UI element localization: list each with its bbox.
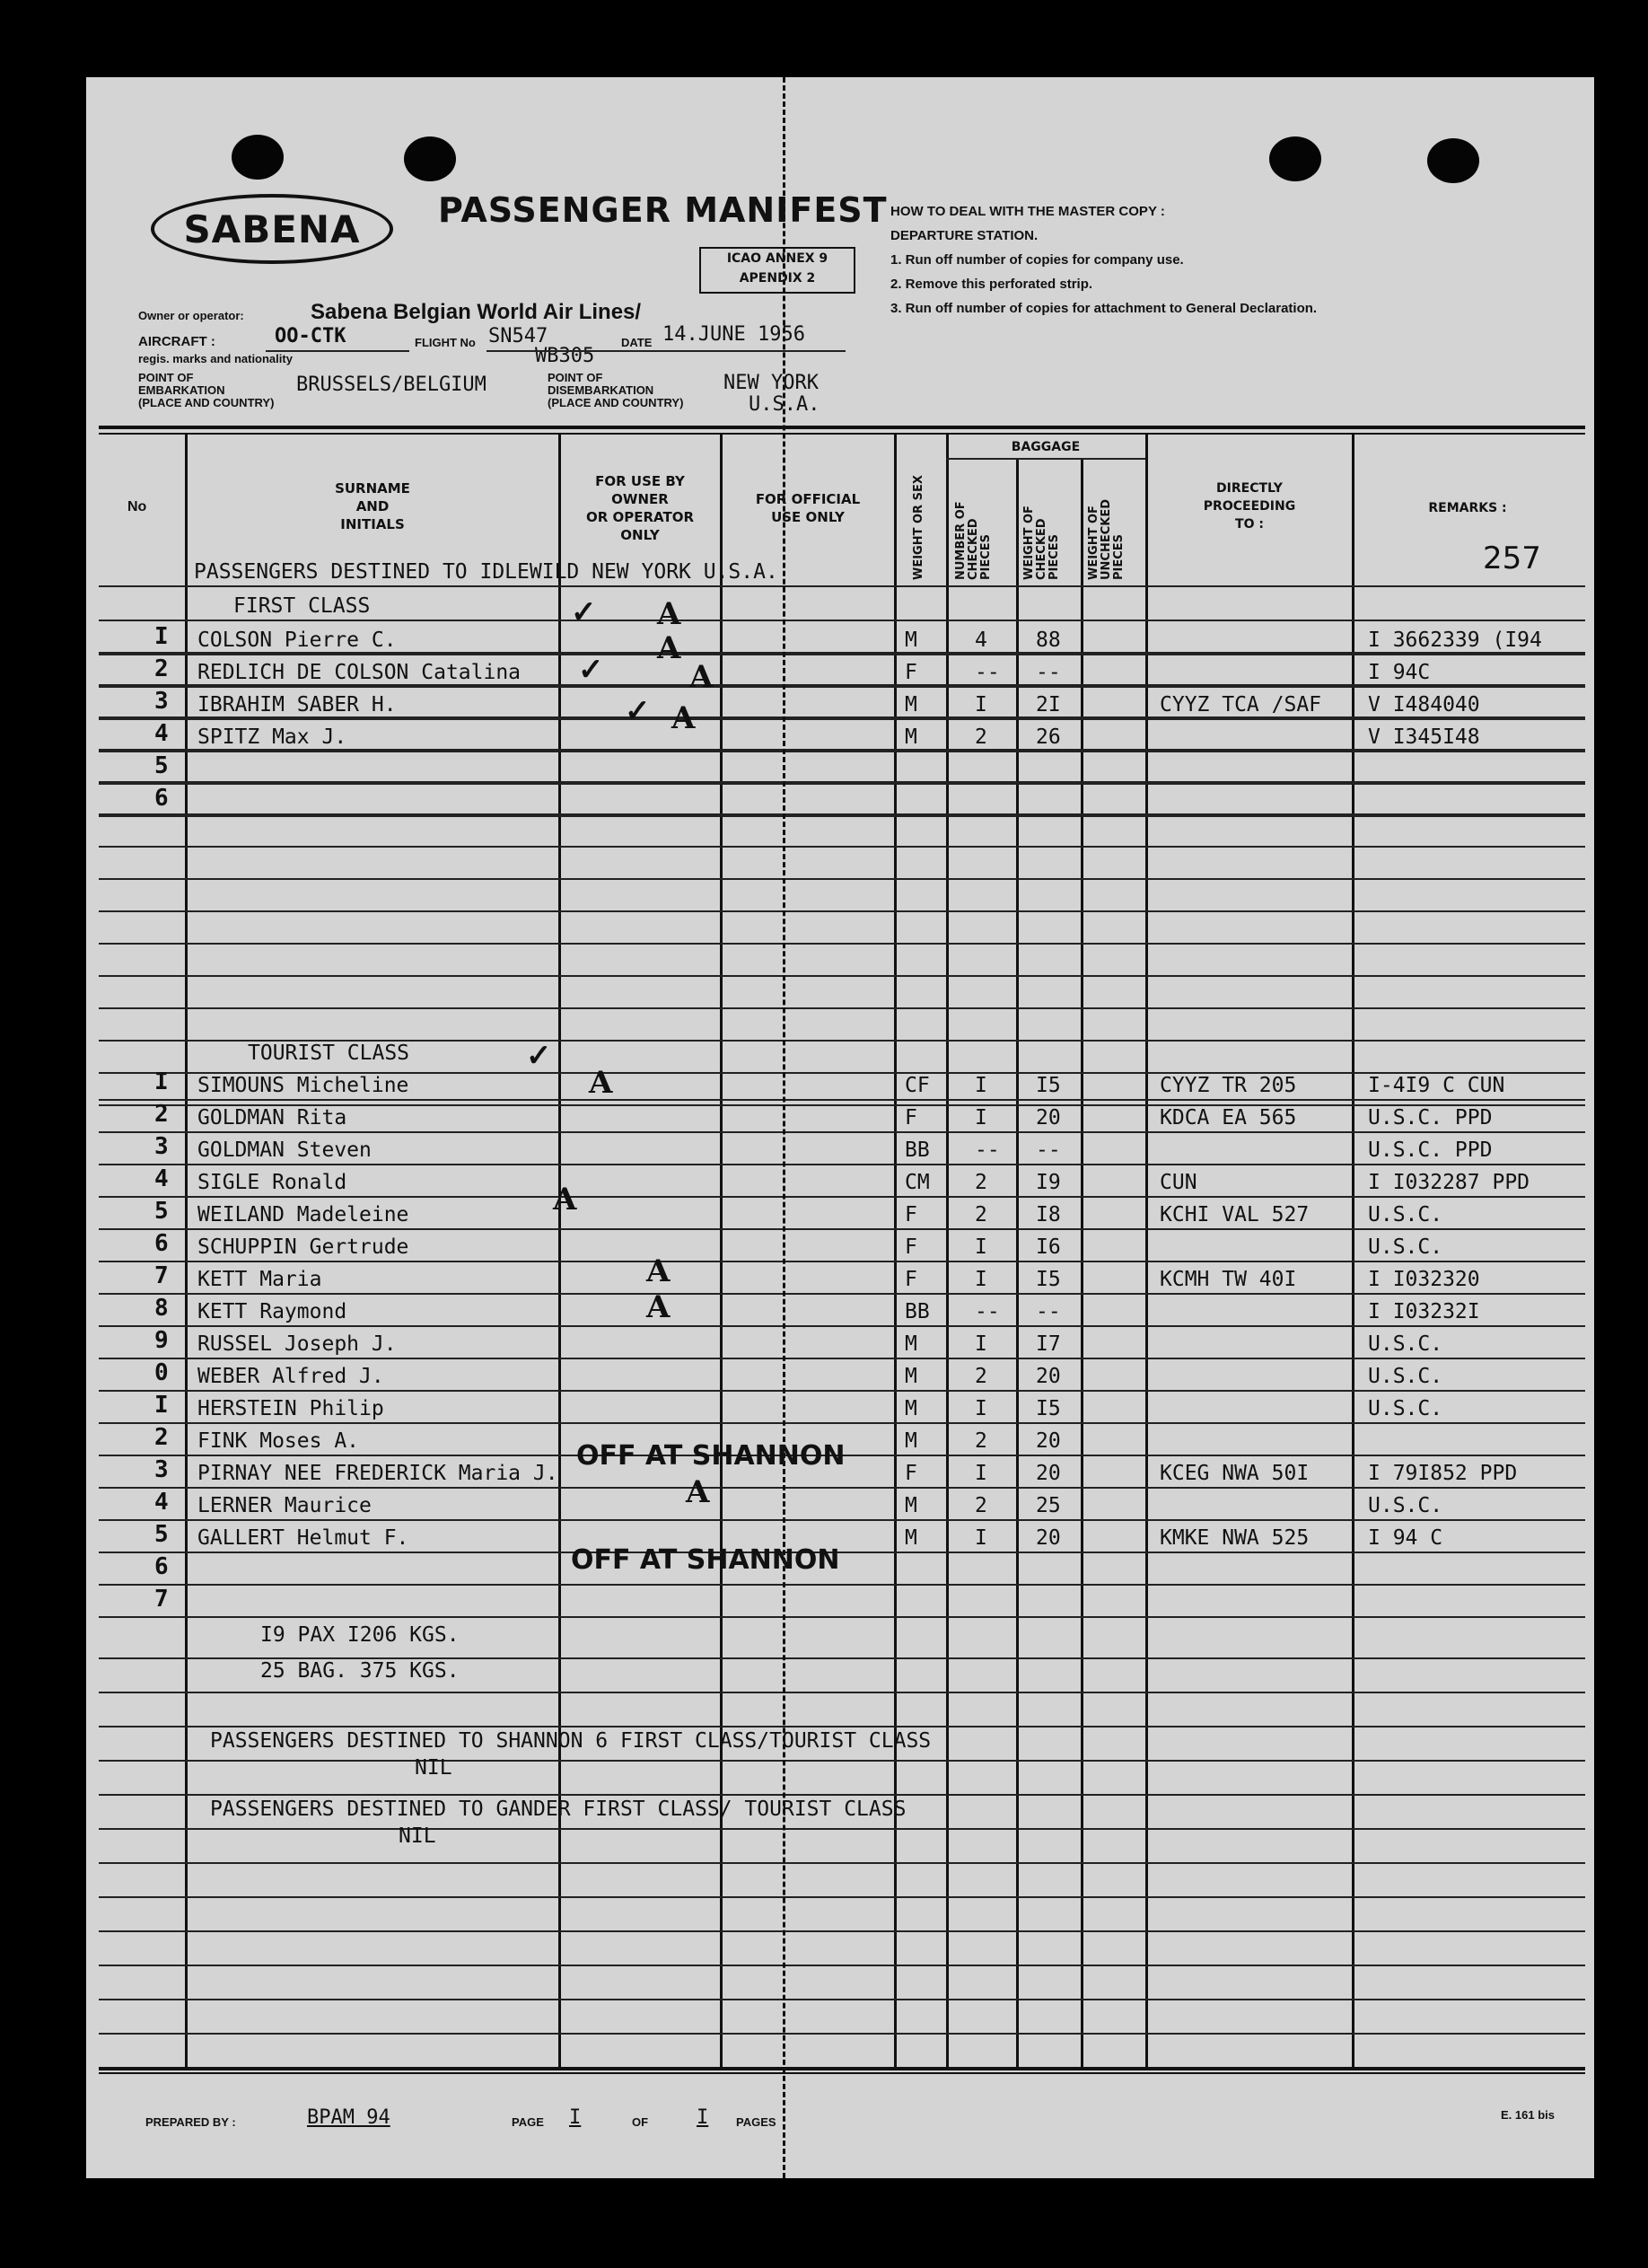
baggage-pieces: I <box>975 693 987 716</box>
page-number: 257 <box>1483 541 1541 576</box>
ruled-line <box>99 1261 1585 1262</box>
ruled-line <box>99 1726 1585 1727</box>
ruled-line <box>99 1760 1585 1762</box>
baggage-pieces: -- <box>975 661 1000 684</box>
remarks: V I484040 <box>1368 693 1480 716</box>
punch-hole <box>404 136 456 181</box>
row-number: 2 <box>154 1101 169 1128</box>
ruled-line <box>99 1552 1585 1553</box>
embarkation-value: BRUSSELS/BELGIUM <box>296 374 487 396</box>
row-number: 3 <box>154 688 169 715</box>
col-official <box>723 490 892 526</box>
ruled-line <box>99 815 1585 817</box>
col-weight-unchecked <box>1088 481 1126 580</box>
ruled-line <box>99 975 1585 977</box>
ruled-line <box>99 1930 1585 1932</box>
row-number: 5 <box>154 1521 169 1548</box>
ruled-line <box>99 1896 1585 1898</box>
remarks: I-4I9 C CUN <box>1368 1074 1505 1097</box>
remarks: U.S.C. PPD <box>1368 1138 1493 1162</box>
off-at-shannon-stamp: OFF AT SHANNON <box>576 1440 846 1472</box>
proceeding-to: CYYZ TCA /SAF <box>1160 693 1322 716</box>
baggage-weight: I5 <box>1036 1074 1061 1097</box>
ruled-line <box>99 654 1585 655</box>
col-proceeding <box>1149 479 1350 533</box>
dis-label: DISEMBARKATION <box>548 383 654 397</box>
ruled-line <box>99 1325 1585 1327</box>
baggage-pieces: 2 <box>975 1429 987 1453</box>
approval-mark: A <box>646 1289 671 1325</box>
instruction-line: 3. Run off number of copies for attachment to General Declaration. <box>890 301 1318 316</box>
passenger-sex: F <box>905 661 917 684</box>
date-value: 14.JUNE 1956 <box>662 323 805 346</box>
passenger-name: GALLERT Helmut F. <box>197 1526 409 1550</box>
ruled-line <box>99 1228 1585 1230</box>
row-number: I <box>154 1068 169 1095</box>
passenger-name: WEILAND Madeleine <box>197 1203 409 1226</box>
flight-value: SN547 <box>488 325 548 347</box>
baggage-pieces: 2 <box>975 1494 987 1517</box>
row-number: 3 <box>154 1133 169 1160</box>
col-wc-line: WEIGHT OF <box>1022 505 1036 580</box>
ruled-line <box>99 1164 1585 1165</box>
shannon-nil: NIL <box>415 1756 452 1780</box>
row-number: 6 <box>154 1553 169 1580</box>
passenger-sex: CM <box>905 1171 930 1194</box>
passenger-name: SCHUPPIN Gertrude <box>197 1235 409 1259</box>
baggage-weight: I9 <box>1036 1171 1061 1194</box>
gander-line: PASSENGERS DESTINED TO GANDER FIRST CLASS/ TOURIST CLASS <box>210 1798 907 1821</box>
passenger-sex: BB <box>905 1138 930 1162</box>
first-class-label: FIRST CLASS <box>233 594 371 618</box>
remarks: U.S.C. <box>1368 1365 1443 1388</box>
passenger-name: GOLDMAN Rita <box>197 1106 347 1130</box>
passenger-sex: M <box>905 1429 917 1453</box>
ruled-line <box>99 718 1585 720</box>
baggage-pieces: I <box>975 1332 987 1356</box>
form-code: E. 161 bis <box>1501 2108 1555 2122</box>
dis-label: POINT OF <box>548 371 603 384</box>
baggage-weight: 20 <box>1036 1106 1061 1130</box>
col-owner-line: OR OPERATOR <box>585 509 695 525</box>
baggage-weight: I8 <box>1036 1203 1061 1226</box>
check-mark: ✓ <box>526 1038 552 1074</box>
emb-label: (PLACE AND COUNTRY) <box>138 396 275 409</box>
sabena-logo <box>151 194 393 264</box>
col-weight-sex: WEIGHT OR SEX <box>912 475 925 580</box>
baggage-weight: I5 <box>1036 1397 1061 1420</box>
baggage-pieces: I <box>975 1074 987 1097</box>
row-number: 5 <box>154 752 169 779</box>
baggage-weight: -- <box>1036 1138 1061 1162</box>
passenger-name: RUSSEL Joseph J. <box>197 1332 397 1356</box>
passenger-sex: M <box>905 1332 917 1356</box>
row-number: 0 <box>154 1359 169 1386</box>
remarks: U.S.C. <box>1368 1235 1443 1259</box>
check-mark: ✓ <box>578 652 604 688</box>
approval-mark: A <box>689 659 714 695</box>
embarkation-label <box>138 372 274 409</box>
shannon-line: PASSENGERS DESTINED TO SHANNON 6 FIRST CLASS/TOURIST CLASS <box>210 1729 932 1753</box>
col-checked <box>955 481 993 580</box>
owner-label: Owner or operator: <box>138 309 244 322</box>
aircraft-label: AIRCRAFT : <box>138 334 215 349</box>
col-owner-line: FOR USE BY <box>595 473 685 489</box>
destined-line: PASSENGERS DESTINED TO IDLEWILD NEW YORK U.S.A. <box>194 560 778 584</box>
ruled-line <box>99 1358 1585 1359</box>
passenger-sex: F <box>905 1203 917 1226</box>
baggage-weight: 2I <box>1036 693 1061 716</box>
col-proc-line: PROCEEDING <box>1203 499 1296 514</box>
logo-text: SABENA <box>183 207 361 251</box>
gander-nil: NIL <box>399 1824 436 1848</box>
ruled-line <box>99 1293 1585 1295</box>
baggage-pieces: I <box>975 1462 987 1485</box>
passenger-sex: F <box>905 1235 917 1259</box>
baggage-weight: 20 <box>1036 1526 1061 1550</box>
col-owner-line: OWNER <box>611 491 669 507</box>
passenger-name: KETT Raymond <box>197 1300 347 1323</box>
baggage-weight: 25 <box>1036 1494 1061 1517</box>
passenger-sex: M <box>905 1526 917 1550</box>
baggage-pieces: I <box>975 1397 987 1420</box>
check-mark: ✓ <box>625 693 651 729</box>
row-number: I <box>154 623 169 650</box>
remarks: I I032287 PPD <box>1368 1171 1530 1194</box>
proceeding-to: KCHI VAL 527 <box>1160 1203 1310 1226</box>
ruled-line <box>99 1007 1585 1009</box>
col-wc-line: PIECES <box>1048 533 1061 580</box>
approval-mark: A <box>657 596 681 632</box>
baggage-pieces: 2 <box>975 1171 987 1194</box>
dis-label: (PLACE AND COUNTRY) <box>548 396 684 409</box>
baggage-pieces: -- <box>975 1300 1000 1323</box>
approval-mark: A <box>657 630 681 666</box>
page-label: PAGE <box>512 2115 544 2129</box>
baggage-pieces: I <box>975 1235 987 1259</box>
passenger-name: IBRAHIM SABER H. <box>197 693 397 716</box>
row-number: 3 <box>154 1456 169 1483</box>
ruled-line <box>99 1131 1585 1133</box>
approval-mark: A <box>646 1253 671 1289</box>
instruction-line: DEPARTURE STATION. <box>890 228 1039 243</box>
ruled-line <box>99 1390 1585 1392</box>
proceeding-to: KCEG NWA 50I <box>1160 1462 1310 1485</box>
baggage-weight: 20 <box>1036 1365 1061 1388</box>
instruction-line: 1. Run off number of copies for company use. <box>890 252 1184 268</box>
ruled-line <box>99 1999 1585 2000</box>
ruled-line <box>99 783 1585 785</box>
icao-apendix: APENDIX 2 <box>739 271 816 286</box>
passenger-sex: M <box>905 1397 917 1420</box>
proceeding-to: KDCA EA 565 <box>1160 1106 1297 1130</box>
baggage-weight: 20 <box>1036 1429 1061 1453</box>
proceeding-to: KCMH TW 40I <box>1160 1268 1297 1291</box>
flight-label: FLIGHT No <box>415 336 476 349</box>
ruled-line <box>99 1196 1585 1198</box>
row-number: 2 <box>154 655 169 682</box>
passenger-name: REDLICH DE COLSON Catalina <box>197 661 522 684</box>
ruled-line <box>99 2033 1585 2035</box>
col-remarks: REMARKS : <box>1428 501 1507 515</box>
remarks: U.S.C. <box>1368 1203 1443 1226</box>
approval-mark: A <box>553 1182 577 1218</box>
prepared-label: PREPARED BY : <box>145 2115 236 2129</box>
col-weight-checked <box>1023 481 1061 580</box>
col-wu-line: PIECES <box>1112 533 1126 580</box>
baggage-pieces: I <box>975 1526 987 1550</box>
col-surname-line: SURNAME <box>335 480 410 497</box>
col-surname <box>188 479 557 533</box>
aircraft-value: OO-CTK <box>275 325 346 347</box>
ruled-line <box>99 1862 1585 1864</box>
passenger-name: WEBER Alfred J. <box>197 1365 384 1388</box>
page-value: I <box>569 2106 582 2129</box>
tourist-class-label: TOURIST CLASS <box>248 1042 410 1065</box>
perforated-strip <box>783 77 785 2178</box>
punch-hole <box>1427 138 1479 183</box>
baggage-weight: 26 <box>1036 725 1061 749</box>
prepared-value: BPAM 94 <box>307 2106 390 2129</box>
passenger-sex: F <box>905 1462 917 1485</box>
row-number: 9 <box>154 1327 169 1354</box>
disembarkation-country: U.S.A. <box>749 393 820 416</box>
passenger-sex: M <box>905 629 917 652</box>
passenger-sex: F <box>905 1268 917 1291</box>
remarks: I I03232I <box>1368 1300 1480 1323</box>
baggage-pieces: 2 <box>975 1203 987 1226</box>
col-wu-line: WEIGHT OF <box>1087 505 1100 580</box>
col-proc-line: TO : <box>1235 517 1264 532</box>
ruled-line <box>99 751 1585 752</box>
passenger-sex: M <box>905 693 917 716</box>
of-label: OF <box>632 2115 649 2129</box>
ruled-line <box>99 1422 1585 1424</box>
baggage-pieces: -- <box>975 1138 1000 1162</box>
remarks: I 94 C <box>1368 1526 1443 1550</box>
ruled-line <box>99 1828 1585 1830</box>
check-mark: ✓ <box>571 594 597 630</box>
ruled-line <box>99 1099 1585 1101</box>
col-official-line: FOR OFFICIAL <box>755 491 861 507</box>
baggage-weight: -- <box>1036 661 1061 684</box>
remarks: V I345I48 <box>1368 725 1480 749</box>
ruled-line <box>99 1794 1585 1796</box>
passenger-name: SIMOUNS Micheline <box>197 1074 409 1097</box>
disembarkation-value: NEW YORK <box>723 372 819 394</box>
manifest-sheet <box>86 77 1594 2178</box>
page-title: PASSENGER MANIFEST <box>438 190 888 230</box>
remarks: U.S.C. PPD <box>1368 1106 1493 1130</box>
col-owner-use <box>562 472 718 544</box>
approval-mark: A <box>686 1474 710 1510</box>
col-surname-line: AND <box>355 498 390 514</box>
row-number: 4 <box>154 1489 169 1516</box>
icao-box <box>699 247 855 294</box>
ruled-line <box>99 1965 1585 1966</box>
passenger-sex: M <box>905 725 917 749</box>
row-number: 5 <box>154 1198 169 1225</box>
passenger-sex: F <box>905 1106 917 1130</box>
baggage-pieces: I <box>975 1268 987 1291</box>
passenger-name: LERNER Maurice <box>197 1494 372 1517</box>
remarks: U.S.C. <box>1368 1397 1443 1420</box>
row-number: 4 <box>154 720 169 747</box>
disembarkation-label <box>548 372 683 409</box>
remarks: U.S.C. <box>1368 1494 1443 1517</box>
flight-value-2: WB305 <box>535 345 595 367</box>
proceeding-to: KMKE NWA 525 <box>1160 1526 1310 1550</box>
passenger-sex: M <box>905 1365 917 1388</box>
emb-label: EMBARKATION <box>138 383 225 397</box>
totals-bag: 25 BAG. 375 KGS. <box>260 1659 460 1683</box>
col-checked-line: NUMBER OF <box>954 501 968 580</box>
row-number: I <box>154 1392 169 1419</box>
row-number: 2 <box>154 1424 169 1451</box>
passenger-name: KETT Maria <box>197 1268 322 1291</box>
row-number: 7 <box>154 1586 169 1613</box>
col-wc-line: CHECKED <box>1035 518 1048 580</box>
emb-label: POINT OF <box>138 371 194 384</box>
instructions <box>890 199 1317 321</box>
of-value: I <box>697 2106 709 2129</box>
instruction-line: 2. Remove this perforated strip. <box>890 277 1093 292</box>
col-baggage: BAGGAGE <box>1011 440 1081 454</box>
aircraft-sub-label: regis. marks and nationality <box>138 352 293 365</box>
off-at-shannon-stamp: OFF AT SHANNON <box>571 1544 840 1576</box>
passenger-name: HERSTEIN Philip <box>197 1397 384 1420</box>
remarks: I 3662339 (I94 <box>1368 629 1542 652</box>
ruled-line <box>99 620 1585 621</box>
remarks: I I032320 <box>1368 1268 1480 1291</box>
passenger-name: FINK Moses A. <box>197 1429 360 1453</box>
proceeding-to: CUN <box>1160 1171 1197 1194</box>
ruled-line <box>99 846 1585 848</box>
baggage-weight: I5 <box>1036 1268 1061 1291</box>
col-surname-line: INITIALS <box>340 516 405 532</box>
ruled-line <box>99 943 1585 945</box>
passenger-name: COLSON Pierre C. <box>197 629 397 652</box>
passenger-name: GOLDMAN Steven <box>197 1138 372 1162</box>
passenger-sex: CF <box>905 1074 930 1097</box>
remarks: U.S.C. <box>1368 1332 1443 1356</box>
remarks: I 79I852 PPD <box>1368 1462 1518 1485</box>
passenger-sex: M <box>905 1494 917 1517</box>
remarks: I 94C <box>1368 661 1431 684</box>
baggage-weight: I6 <box>1036 1235 1061 1259</box>
ruled-line <box>99 910 1585 912</box>
col-owner-line: ONLY <box>620 527 660 543</box>
row-number: 6 <box>154 785 169 812</box>
baggage-pieces: 4 <box>975 629 987 652</box>
col-checked-line: CHECKED <box>967 518 980 580</box>
col-wu-line: UNCHECKED <box>1100 498 1113 580</box>
row-number: 6 <box>154 1230 169 1257</box>
passenger-sex: BB <box>905 1300 930 1323</box>
row-number: 8 <box>154 1295 169 1322</box>
approval-mark: A <box>671 700 696 736</box>
instruction-line: HOW TO DEAL WITH THE MASTER COPY : <box>890 204 1165 219</box>
col-official-line: USE ONLY <box>771 509 845 525</box>
ruled-line <box>99 1692 1585 1693</box>
icao-annex: ICAO ANNEX 9 <box>726 251 828 266</box>
baggage-pieces: 2 <box>975 1365 987 1388</box>
baggage-pieces: I <box>975 1106 987 1130</box>
owner-value: Sabena Belgian World Air Lines/ <box>311 300 642 324</box>
punch-hole <box>232 135 284 180</box>
ruled-line <box>99 1584 1585 1586</box>
col-checked-line: PIECES <box>979 533 993 580</box>
baggage-weight: 88 <box>1036 629 1061 652</box>
col-no: No <box>127 499 147 514</box>
proceeding-to: CYYZ TR 205 <box>1160 1074 1297 1097</box>
ruled-line <box>99 1487 1585 1489</box>
punch-hole <box>1269 136 1321 181</box>
ruled-line <box>99 686 1585 688</box>
ruled-line <box>99 1616 1585 1618</box>
baggage-weight: I7 <box>1036 1332 1061 1356</box>
passenger-name: SIGLE Ronald <box>197 1171 347 1194</box>
date-label: DATE <box>621 336 653 349</box>
col-proc-line: DIRECTLY <box>1216 481 1283 496</box>
totals-pax: I9 PAX I206 KGS. <box>260 1623 460 1647</box>
baggage-pieces: 2 <box>975 725 987 749</box>
approval-mark: A <box>589 1065 613 1101</box>
passenger-name: SPITZ Max J. <box>197 725 347 749</box>
ruled-line <box>99 1519 1585 1521</box>
baggage-weight: 20 <box>1036 1462 1061 1485</box>
row-number: 7 <box>154 1262 169 1289</box>
ruled-line <box>99 878 1585 880</box>
passenger-name: PIRNAY NEE FREDERICK Maria J. <box>197 1462 558 1485</box>
baggage-weight: -- <box>1036 1300 1061 1323</box>
pages-label: PAGES <box>736 2115 776 2129</box>
row-number: 4 <box>154 1165 169 1192</box>
